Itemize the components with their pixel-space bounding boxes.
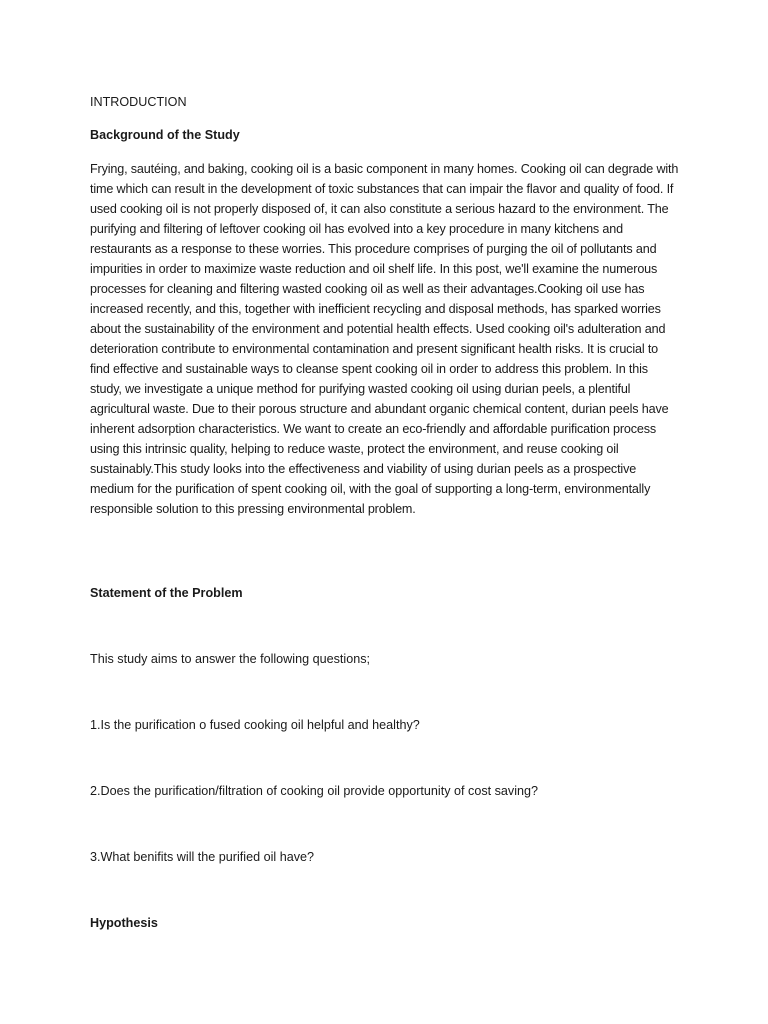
background-paragraph: Frying, sautéing, and baking, cooking oil is a basic component in many homes. Cooking oil can degrade with time which can result in the development of toxic substances that can impair the flavor and quality of food. If used cooking oil is not properly disposed of, it can also constitute a serious hazard to the environment. The purifying and filtering of leftover cooking oil has evolved into a key procedure in many kitchens and restaurants as a response to these worries. This procedure comprises of purging the oil of pollutants and impurities in order to maximize waste reduction and oil shelf life. In this post, we'll examine the numerous processes for cleaning and filtering wasted cooking oil as well as their advantages.Cooking oil use has increased recently, and this, together with inefficient recycling and disposal methods, has sparked worries about the sustainability of the environment and potential health effects. Used cooking oil's adulteration and deterioration contribute to environmental contamination and present significant health risks. It is crucial to find effective and sustainable ways to cleanse spent cooking oil in order to address this problem. In this study, we investigate a unique method for purifying wasted cooking oil using durian peels, a plentiful agricultural waste. Due to their porous structure and abundant organic chemical content, durian peels have inherent adsorption characteristics. We want to create an eco-friendly and affordable purification process using this intrinsic quality, helping to reduce waste, protect the environment, and reuse cooking oil sustainably.This study looks into the effectiveness and viability of using durian peels as a prospective medium for the purification of spent cooking oil, with the goal of supporting a long-term, environmentally responsible solution to this pressing environmental problem. (90, 162, 679, 516)
hypothesis-heading: Hypothesis (90, 916, 158, 930)
background-heading: Background of the Study (90, 128, 240, 142)
question-item: 2.Does the purification/filtration of cooking oil provide opportunity of cost saving? (90, 784, 539, 798)
question-item: 3.What benifits will the purified oil have? (90, 850, 315, 864)
section-title: INTRODUCTION (90, 95, 187, 109)
problem-intro: This study aims to answer the following questions; (90, 652, 370, 666)
question-item: 1.Is the purification o fused cooking oil helpful and healthy? (90, 718, 420, 732)
problem-heading: Statement of the Problem (90, 586, 243, 600)
